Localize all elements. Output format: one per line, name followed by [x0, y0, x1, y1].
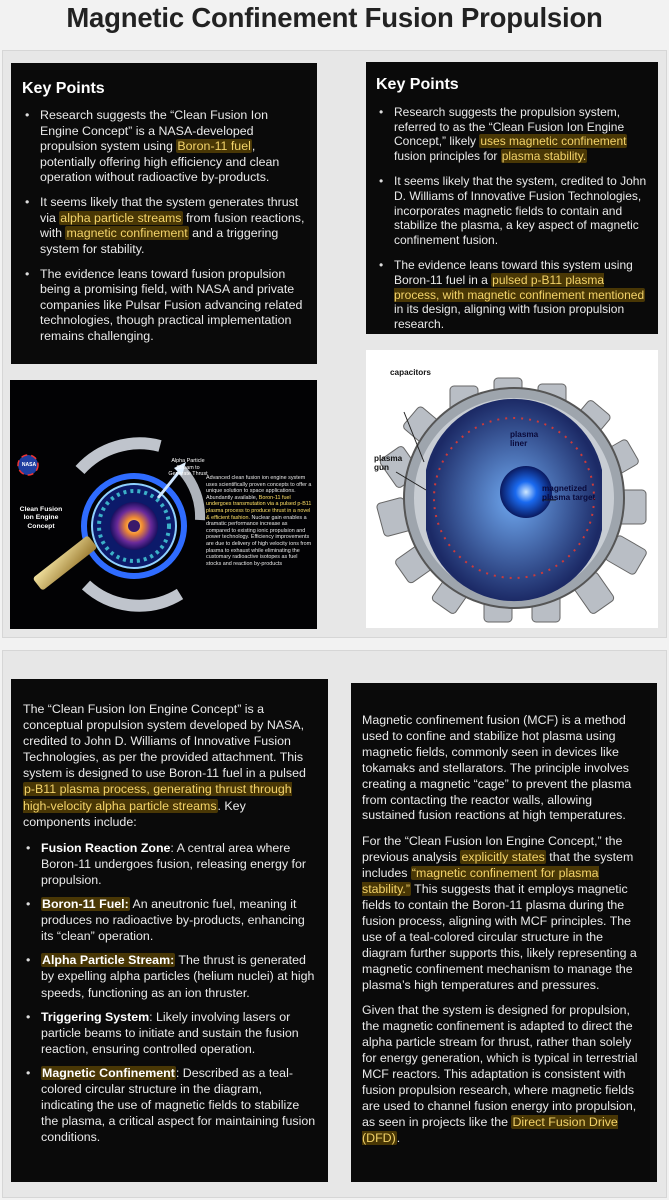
concept-label: Clean Fusion Ion Engine Concept	[19, 506, 63, 530]
concept-description: Advanced clean fusion ion engine system uses scientifically proven concepts to offer a unique solution to space applications. Abundantly available, Boron-11 fuel undergoes transmutation via a pulsed p-B11 plasma process to produce thrust in a novel & efficient fashion. Nuclear gain enables a dramatic performance increase as compared to existing ionic propulsion and power technology. Efficiency improvements are due to delivery of high velocity ions from plasma to exhaust while eliminating the customary radioactive isotopes as fuel stocks and reaction by-products	[206, 475, 312, 567]
nasa-logo: NASA	[21, 462, 37, 468]
fusion-device-figure	[366, 350, 658, 628]
component-item: • Boron-11 Fuel: An aneutronic fuel, meaning it produces no radioactive by-products, enhancing its “clean” operation.	[41, 896, 316, 944]
capacitors-label: capacitors	[390, 368, 431, 377]
key-point-item: • The evidence leans toward fusion propulsion being a promising field, with NASA and private companies like Pulsar Fusion advancing related technologies, though practical implementation remains challenging.	[40, 267, 307, 344]
key-points-heading: Key Points	[376, 76, 459, 93]
engine-concept-figure	[10, 380, 317, 629]
component-item: • Fusion Reaction Zone: A central area where Boron-11 undergoes fusion, releasing energy for propulsion.	[41, 840, 316, 888]
intro-paragraph: The “Clean Fusion Ion Engine Concept” is a conceptual propulsion system developed by NASA, credited to John D. Williams of Innovative Fusion Technologies, as per the provided attachment. This system is designed to use Boron-11 fuel in a pulsed p-B11 plasma process, generating thrust through high-velocity alpha particle streams. Key components include:	[23, 702, 306, 829]
component-item: • Magnetic Confinement: Described as a teal-colored circular structure in the diagram, indicating the use of magnetic fields to stabilize the plasma, a critical aspect for maintaining fusion conditions.	[41, 1065, 316, 1145]
page-title: Magnetic Confinement Fusion Propulsion	[66, 2, 603, 33]
key-point-item: • The evidence leans toward this system using Boron-11 fuel in a pulsed p-B11 plasma process, with magnetic confinement mentioned in its design, aligning with fusion propulsion research.	[394, 258, 648, 332]
mcf-explanation-card	[351, 683, 657, 1182]
plasma-liner-label: plasma liner	[510, 430, 539, 448]
plasma-target-label: magnetized plasma target	[542, 484, 596, 503]
key-point-item: • It seems likely that the system generates thrust via alpha particle streams from fusion reactions, with magnetic confinement and a triggering system for stability.	[40, 195, 307, 257]
components-card	[11, 679, 328, 1182]
key-point-item: • Research suggests the “Clean Fusion Ion Engine Concept” is a NASA-developed propulsion system using Boron-11 fuel, potentially offering high efficiency and clean operation without radioactive by-products.	[40, 108, 307, 185]
mcf-paragraph: Given that the system is designed for propulsion, the magnetic confinement is adapted to direct the alpha particle stream for thrust, rather than solely for energy generation, which is typical in terrestrial MCF reactors. This adaptation is consistent with fusion propulsion research, where magnetic fields are used to channel fusion energy into propulsion, as seen in projects like the Direct Fusion Drive (DFD).	[362, 1003, 638, 1145]
component-item: • Alpha Particle Stream: The thrust is generated by expelling alpha particles (helium nuclei) at high speeds, functioning as an ion thruster.	[41, 952, 316, 1000]
key-points-left-card	[11, 63, 317, 364]
key-points-right-card	[366, 62, 658, 334]
device-diagram	[366, 350, 658, 628]
stream-label: Alpha Particle Stream to Generate Thrust	[168, 458, 208, 478]
plasma-gun-label: plasma gun	[374, 454, 403, 472]
key-point-item: • Research suggests the propulsion system, referred to as the “Clean Fusion Ion Engine Concept,” likely uses magnetic confinement fusion principles for plasma stability.	[394, 105, 648, 164]
mcf-paragraph: For the “Clean Fusion Ion Engine Concept,” the previous analysis explicitly states that the system includes “magnetic confinement for plasma stability.” This suggests that it employs magnetic fields to contain the Boron-11 plasma during the fusion process, aligning with MCF principles. The use of a teal-colored circular structure in the diagram further supports this, likely representing a magnetic confinement mechanism to manage the plasma’s high temperatures and pressures.	[362, 834, 637, 992]
key-points-heading: Key Points	[22, 80, 105, 97]
component-item: • Triggering System: Likely involving lasers or particle beams to initiate and sustain the fusion reaction, ensuring controlled operation.	[41, 1009, 316, 1057]
mcf-paragraph: Magnetic confinement fusion (MCF) is a method used to confine and stabilize hot plasma using magnetic fields, commonly seen in devices like tokamaks and stellarators. The principle involves creating a magnetic “cage” to prevent the plasma from contacting the reactor walls, allowing sustained fusion reactions at high temperatures.	[362, 713, 632, 823]
key-point-item: • It seems likely that the system, credited to John D. Williams of Innovative Fusion Technologies, incorporates magnetic fields to contain and stabilize the plasma, a key aspect of magnetic confinement fusion.	[394, 174, 648, 248]
